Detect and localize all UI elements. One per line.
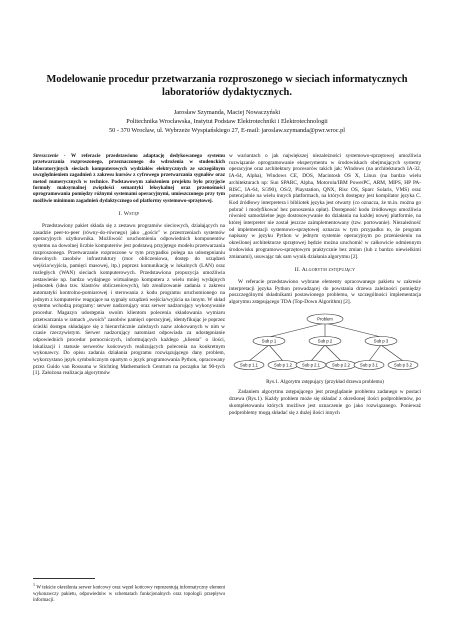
- intro-paragraph: Przedstawiony pakiet składa się z zestawu programów sieciowych, działających na zasadzie peer-to-peer (równy-do-równego) jako „gościε" w przestrzeniach systemów operacyjnych użytkownika. Możliwość uruchomienia odpowiednich komponentów systemu na dowolnej liczbie komputerów jest podstawą przyjętego modelu przetwarzania rozproszonego. Przetwarzanie rozproszone w tym przypadku polega na udostępnianiu dowolnych zasobów infrastruktury (moc obliczeniowa, dostęp do urządzeń wejścia/wyjścia, pamięci masowej, itp.) poprzez komunikację w lokalnych (LAN) oraz rozległych (WAN) sieciach komputerowych. Przedstawiona propozycja umożliwia zestawienie np. bardzo wydajnego wirtualnego komputera z wielu mniej wydajnych jednostek (idea tzw. klastrów obliczeniowych), lub zrealizowanie zadania z zakresu automatyki kontrolno-pomiarowej i sterowania z kodu programu uruchomionego na jednym z komputerów reagujące na sygnały urządzeń wejścia/wyjścia na innym. W skład systemu wchodzą programy: serwer nadzorujący oraz serwer nadzorujący wykonywanie procedur. Magazyn udostępnia swoim klientom polecenia składowania wymiaru przetwarzania w ramach „swoich" zasobów pamięci operacyjnej, identyfikując je poprzez ścieżki dostępu składające się z hierarchicznie zależnych nazw alokowanych w nim w czasie rzeczywistym. Serwer nadzorujący natomiast odpowiada za udostępnianie odpowiednich procedur pomocniczych, informujących każdego „klienta" o ilości, lokalizacji i statusie serwerów końcowych realizujących polecenia na konkretnym wykonawcy. Do opisu zadania działania programu rozwiązującego dany problem, wykorzystano język symbolicznym opartym o język programowania Python, opracowany przez Guido van Rossuma w Stichting Mathematisch Centrum na początku lat 90-tych [1]. Założona realizacja algorytmów: [33, 222, 225, 377]
- author-block: [20, 108, 434, 135]
- tree-node: Sub p 1.2: [274, 362, 292, 368]
- tree-node: Sub p 3.1: [360, 362, 378, 368]
- tree-node: Sub p 2.2: [332, 362, 350, 368]
- tree-node: Sub p 2.1: [302, 362, 320, 368]
- section-heading-algorithm: II. Algorytm zstępujący: [294, 267, 356, 274]
- footnote-text: W tekście określenia serwer końcowy oraz węzeł końcowy reprezentują informatyczny element wykonawczy pakietu, odpowiedniw w schematach funkcjonalnych oraz topologii przepływu informacji.: [33, 585, 225, 604]
- footnote-marker: 1: [33, 582, 36, 587]
- problem-tree-diagram: [229, 309, 421, 377]
- figure-caption: Rys.1. Algorytm zstępujący (przykład drzewa problemu): [266, 378, 384, 385]
- tree-node: Sub p 1: [261, 338, 277, 344]
- affiliation: Politechnika Wrocławska, Instytut Podstaw Elektrotechniki i Elektrotechnologii: [126, 118, 328, 125]
- address: 50 - 370 Wrocław, ul. Wybrzeże Wyspiańskiego 27, E-mail: jaroslaw.szymanda@pwr.wroc.pl: [108, 127, 346, 134]
- right-paragraph-1: w wariantach o jak największej niezależności systemowo-sprzętowej umożliwia rozwiązanie oprogramowanie eksperymentu w środowiskach obejmujących systemy operacyjne oraz architektury procesorów takich jak: Windows (na architekturach IA-32, IA-64, Alpha), Windows CE, DOS, Macintosh OS X, Linux (na bardzo wielu architekturach np: Sun SPARC, Alpha, Motorola/IBM PowerPC, ARM, MIPS, HP PA-RISC, IA-64, S/390), OS/2, Playstation, QNX, Risc OS, Sparc Solaris, VMS) oraz potencjalnie na wielu innych platformach, na których dostępny jest kompilator języka C. Kod źródłowy interpretera i bibliotek języka jest otwarty (co oznacza, że m.in. można go pobrać i modyfikować bez ponoszenia opłat). Dostępność kodu źródłowego umożliwia również samodzielne jego dostosowywanie do działania na każdej nowej platformie, na której interpreter nie został jeszcze zaimplementowany (tzw. portowanie). Niezależność od implementacji systemowo-sprzętowej oznacza w tym przypadku to, że program napisany w języku Python w jednym systemie operacyjnym po przeniesieniu na określonej architekturze sprzętowej będzie można uruchomić w całkowicie odmiennym środowisku programowo-sprzętowym praktycznie bez zmian (lub z bardzo niewielkimi zmianami), usuwając tak sam wynik działania algorytmu [2].: [229, 153, 421, 260]
- author-names: Jarosław Szymanda, Maciej Nowaczyński: [173, 109, 281, 116]
- right-column: [229, 153, 421, 418]
- tree-node: Sub p 3.2: [394, 362, 412, 368]
- left-column: [33, 153, 225, 379]
- footnote-rule: [33, 578, 95, 579]
- abstract-lead: Streszczenie: [33, 153, 59, 159]
- tree-node-root: Problem: [317, 316, 333, 322]
- right-paragraph-2: W referacie przedstawiono wybrane elementy opracowanego pakietu w zakresie interpretacji języka Python prowadzącej do powstania drzewa zależności pomiędzy poszczególnymi składnikami postawionego problemu, w szczególności implementacja algorytmu zstępującego TDA (Top-Down Algorithm) [2].: [229, 278, 421, 306]
- section-heading-intro: I. Wstęp: [118, 211, 140, 218]
- tree-node: Sub p 2: [317, 338, 333, 344]
- abstract: [33, 153, 225, 204]
- tree-node: Sub p 3: [373, 338, 389, 344]
- tree-node: Sub p 1.1: [240, 362, 258, 368]
- footnote: [33, 582, 225, 604]
- paper-title: Modelowanie procedur przetwarzania rozproszonego w sieciach informatycznych laboratoriów dydaktycznych.: [46, 74, 408, 98]
- figure-tree: [229, 309, 421, 377]
- abstract-text: - W referacie przedstawiono adaptację dedykowanego systemu przetwarzania rozproszonego, przeznaczonego do wdrożenia w studenckich laboratoryjnych sieciach komputerowych wydziałów elektrycznych ze szczególnym uwzględnieniem zagadnień z zakresu kursów z cyfrowego przetwarzania sygnałów oraz metod numerycznych w technice. Podstawowym założeniem projektu było przyjęcie formuły maksymalnej zwięzłości semantyki leksykalnej oraz przenośności oprogramowania pomiędzy różnymi systemami operacyjnymi, umieszczonego przy tym możliwie minimum zagadnień dydaktycznego od platformy systemowo-sprzętowej.: [33, 153, 225, 204]
- right-paragraph-3: Zadaniem algorytmu zstępującego jest przeglądanie problemu zadanego w postaci drzewa (Rys.1). Każdy problem może się składać z określonej ilości podproblemów, po skompletowaniu których możliwe jest oznaczenie go jako rozwiązanego. Ponieważ podproblemy mogą składać się z dużej ilości innych: [229, 389, 421, 416]
